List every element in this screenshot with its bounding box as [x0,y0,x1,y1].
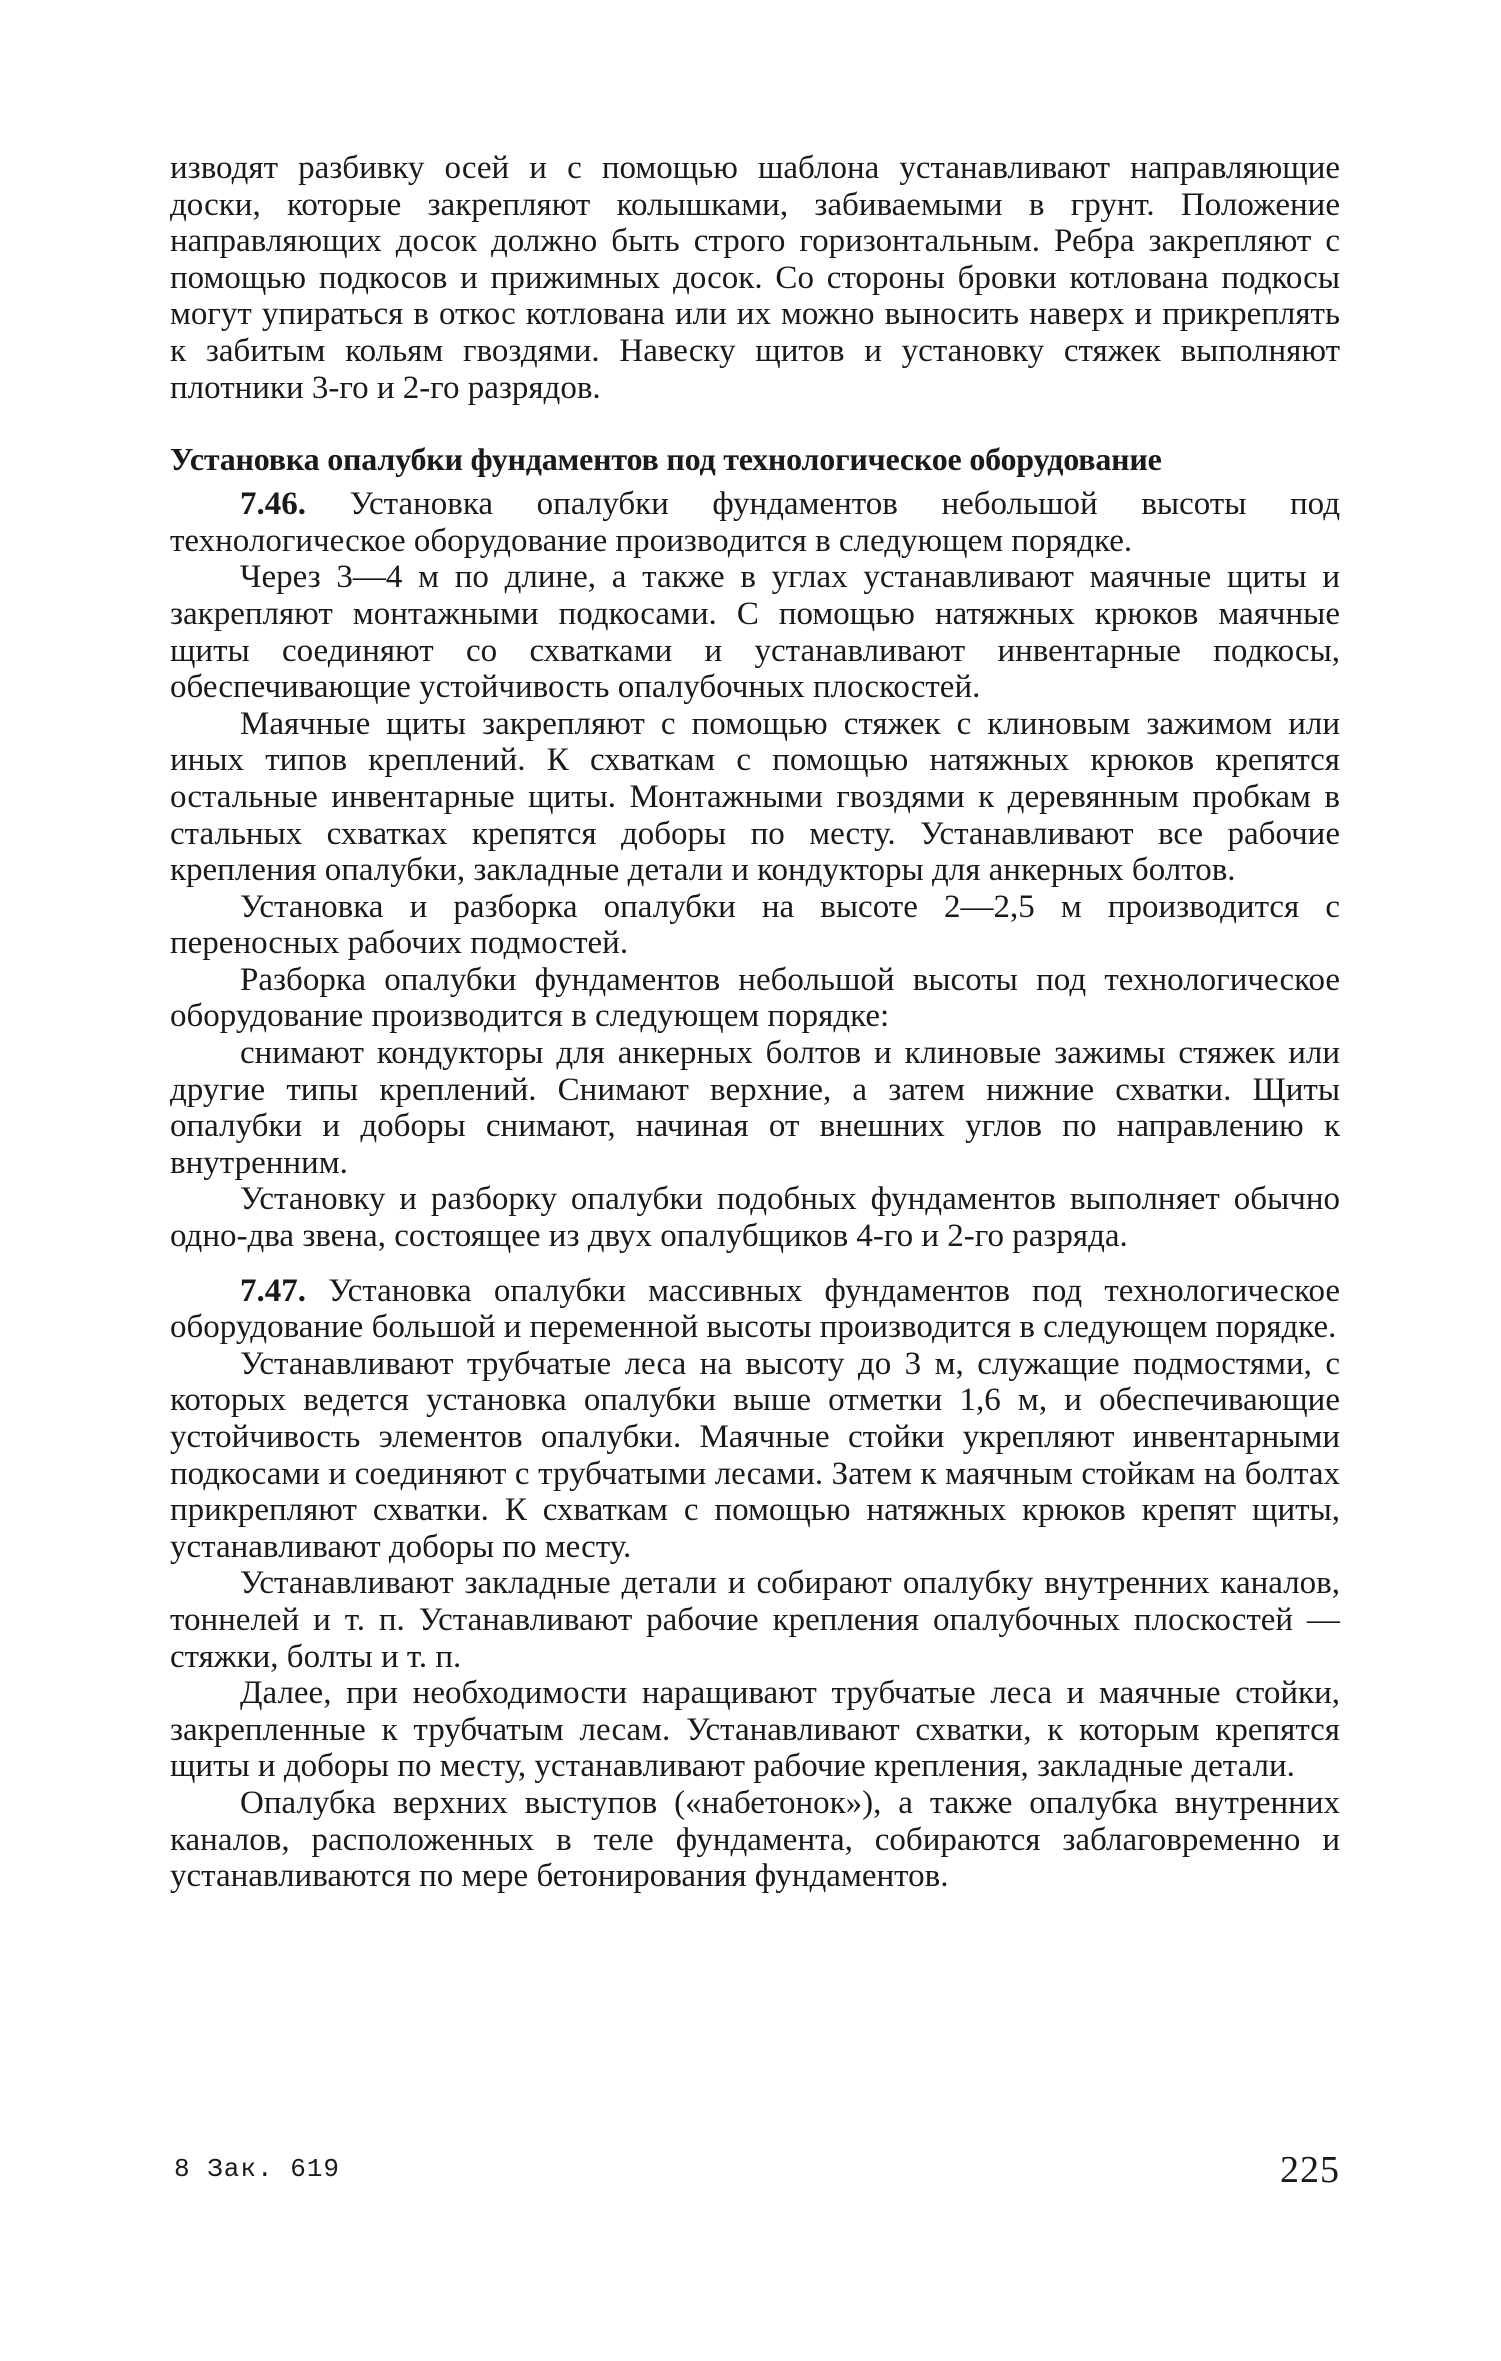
paragraph: Через 3—4 м по длине, а также в углах устанавливают маячные щиты и закрепляют монтажными подкосами. С помощью натяжных крюков маячные щиты соединяют со схватками и устанавливают инвентарные подкосы, обеспечивающие устойчивость опалубочных плоскостей. [170,559,1340,706]
paragraph: Устанавливают закладные детали и собирают опалубку внутренних каналов, тоннелей и т. п. Устанавливают рабочие крепления опалубочных плоскостей — стяжки, болты и т. п. [170,1565,1340,1675]
page-number: 225 [1280,2149,1340,2191]
paragraph-text: Установка опалубки массивных фундаментов под технологическое оборудование большой и переменной высоты производится в следующем порядке. [170,1272,1340,1346]
paragraph-text: Установка опалубки фундаментов небольшой высоты под технологическое оборудование производится в следующем порядке. [170,486,1341,559]
paragraph-number: 7.47. [240,1272,306,1309]
paragraph: Устанавливают трубчатые леса на высоту до 3 м, служащие подмостями, с которых ведется установка опалубки выше отметки 1,6 м, и обеспечивающие устойчивость элементов опалубки. Маячные стойки укрепляют инвентарными подкосами и соединяют с трубчатыми лесами. Затем к маячным стойкам на болтах прикрепляют схватки. К схваткам с помощью натяжных крюков крепят щиты, устанавливают доборы по месту. [170,1345,1340,1565]
paragraph: Разборка опалубки фундаментов небольшой высоты под технологическое оборудование производится в следующем порядке: [170,961,1340,1035]
document-page [170,150,1340,2350]
paragraph: Опалубка верхних выступов («набетонок»), а также опалубка внутренних каналов, расположенных в теле фундамента, собираются заблаговременно и устанавливаются по мере бетонирования фундаментов. [170,1784,1340,1895]
paragraph: Установка и разборка опалубки на высоте 2—2,5 м производится с переносных рабочих подмостей. [170,888,1340,962]
paragraph-number: 7.46. [240,486,306,523]
paragraph: Маячные щиты закрепляют с помощью стяжек с клиновым зажимом или иных типов креплений. К схваткам с помощью натяжных крюков крепятся остальные инвентарные щиты. Монтажными гвоздями к деревянным пробкам в стальных схватках крепятся доборы по месту. Устанавливают все рабочие крепления опалубки, закладные детали и кондукторы для анкерных болтов. [170,705,1340,889]
paragraph-7-47 [170,1273,1340,1346]
paragraph: Далее, при необходимости наращивают трубчатые леса и маячные стойки, закрепленные к трубчатым лесам. Устанавливают схватки, к которым крепятся щиты и доборы по месту, устанавливают рабочие крепления, закладные детали. [170,1675,1340,1785]
page-footer [170,2149,1340,2204]
paragraph: снимают кондукторы для анкерных болтов и клиновые зажимы стяжек или другие типы креплений. Снимают верхние, а затем нижние схватки. Щиты опалубки и доборы снимают, начиная от внешних углов по направлению к внутренним. [170,1035,1340,1181]
section-heading: Установка опалубки фундаментов под технологическое оборудование [170,441,1162,478]
paragraph: Установку и разборку опалубки подобных фундаментов выполняет обычно одно-два звена, состоящее из двух опалубщиков 4-го и 2-го разряда. [170,1181,1340,1255]
paragraph-7-46 [170,486,1340,559]
intro-paragraph: изводят разбивку осей и с помощью шаблона устанавливают направляющие доски, которые закрепляют колышками, забиваемыми в грунт. Положение направляющих досок должно быть строго горизонтальным. Ребра закрепляют с помощью подкосов и прижимных досок. Со стороны бровки котлована подкосы могут упираться в откос котлована или их можно выносить наверх и прикреплять к забитым кольям гвоздями. Навеску щитов и установку стяжек выполняют плотники 3-го и 2-го разрядов. [170,150,1340,406]
order-mark: 8 Зак. 619 [174,2154,341,2184]
